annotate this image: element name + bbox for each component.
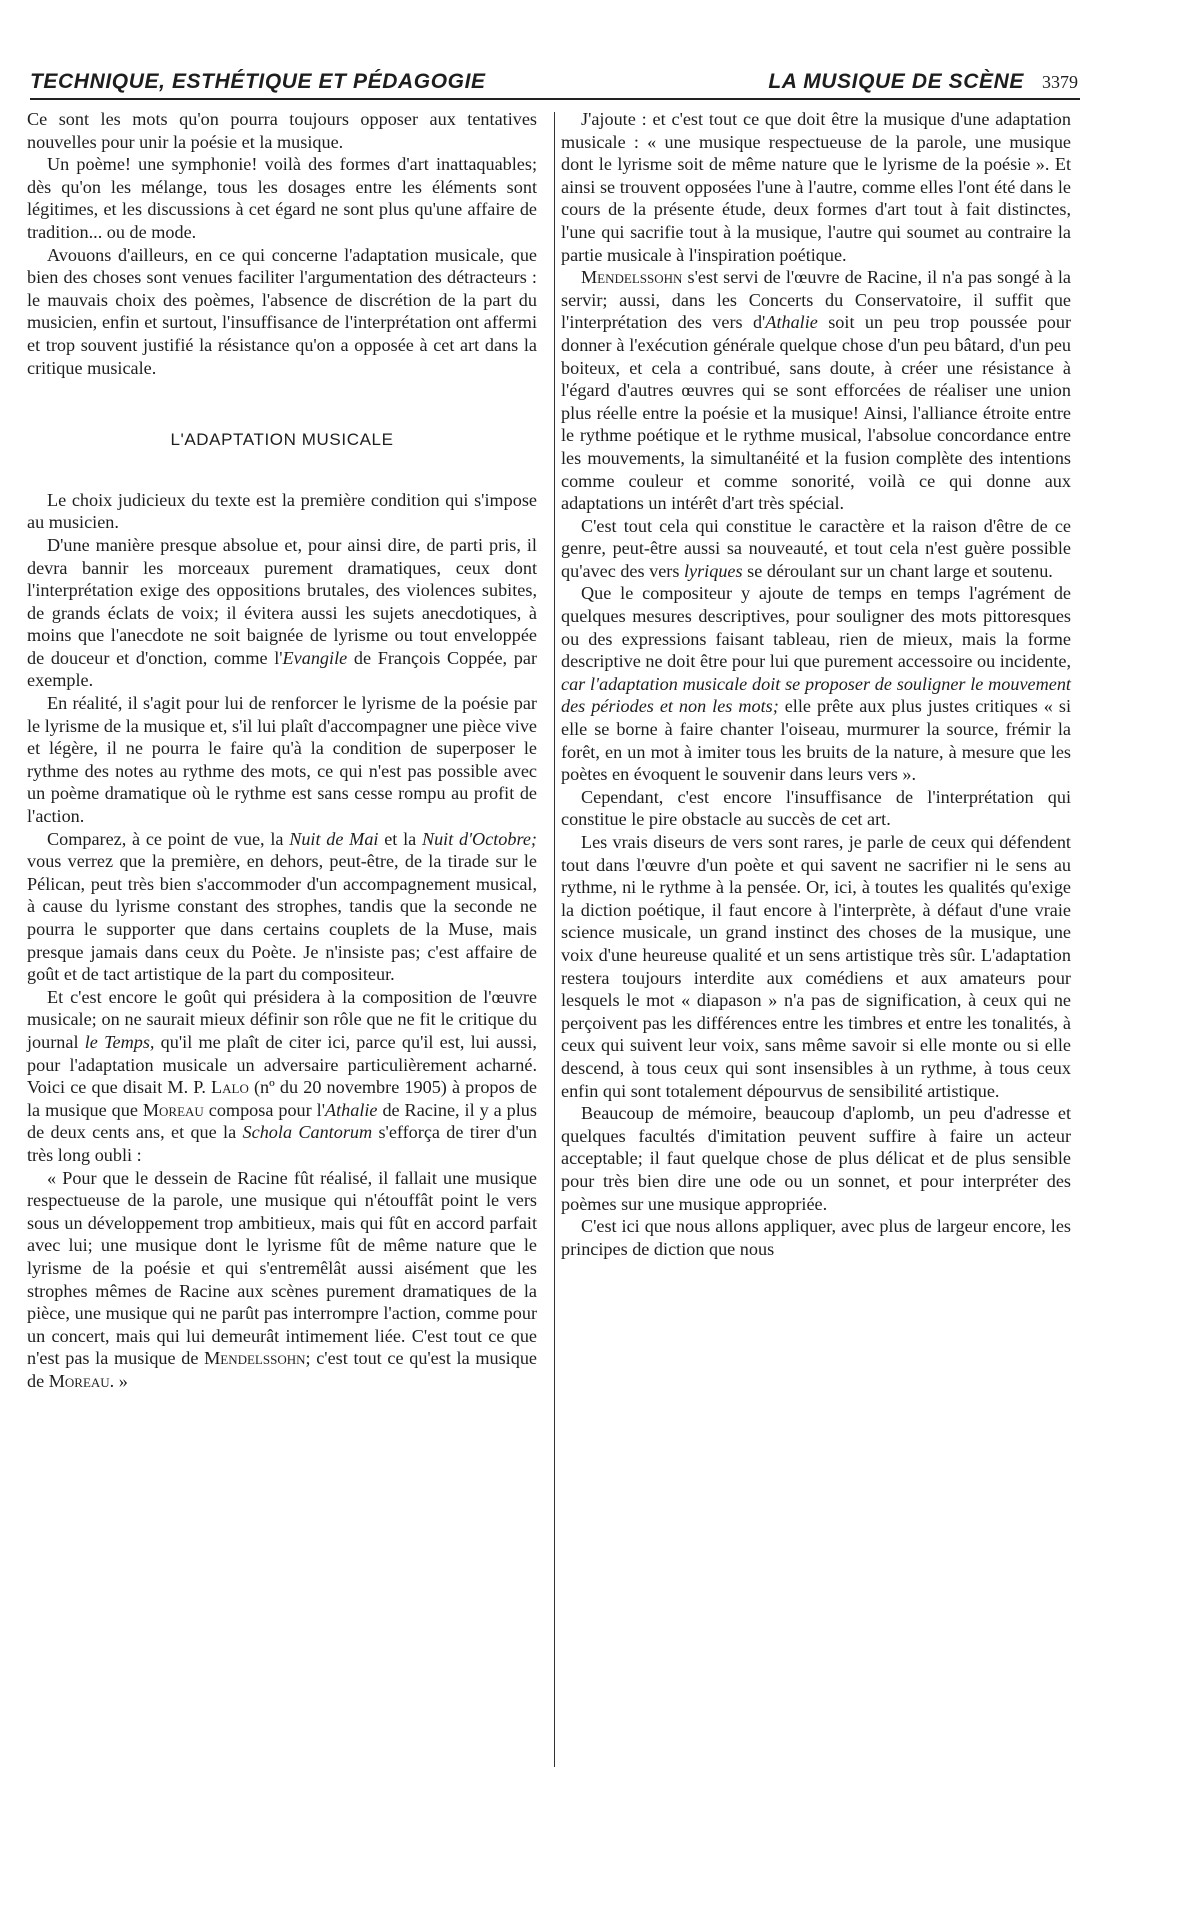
paragraph: Et c'est encore le goût qui présidera à la composition de l'œuvre musicale; on ne saurait mieux définir son rôle que ne fit le critique du journal le Temps, qu'il me plaît de citer ici, parce qu'il est, lui aussi, pour l'adaptation musicale un adversaire particulièrement acharné. Voici ce que disait M. P. Lalo (nº du 20 novembre 1905) à propos de la musique que Moreau composa pour l'Athalie de Racine, il y a plus de deux cents ans, et que la Schola Cantorum s'efforça de tirer d'un très long oubli : [27,986,537,1165]
left-column [27,108,537,1392]
paragraph: Mendelssohn s'est servi de l'œuvre de Racine, il n'a pas songé à la servir; aussi, dans les Concerts du Conservatoire, il suffit que l'interprétation des vers d'Athalie soit un peu trop poussée pour donner à l'exécution générale quelque chose d'un peu bâtard, d'un peu boiteux, et cela a contribué, sans doute, à créer une résistance à l'égard d'autres œuvres qui se sont efforcées de réaliser une union plus réelle entre la poésie et la musique! Ainsi, l'alliance étroite entre le rythme poétique et le rythme musical, l'absolue concordance entre les mouvements, la simultanéité et la fusion complète des intentions comme couleur et comme sonorité, voilà ce qui donne aux adaptations un intérêt d'art très spécial. [561,267,1071,514]
section-title: L'ADAPTATION MUSICALE [170,430,394,450]
header-section-title: TECHNIQUE, ESTHÉTIQUE ET PÉDAGOGIE [30,70,486,93]
paragraph: J'ajoute : et c'est tout ce que doit être la musique d'une adaptation musicale : « une musique respectueuse de la parole, une musique dont le lyrisme soit de même nature que le lyrisme de la poésie ». Et ainsi se trouvent opposées l'une à l'autre, comme elles l'ont été dans le cours de la présente étude, deux formes d'art tout à fait distinctes, l'une qui sacrifie tout à la musique, l'autre qui soumet au contraire la partie musicale à l'inspiration poétique. [561,109,1071,265]
paragraph: Le choix judicieux du texte est la première condition qui s'impose au musicien. [27,489,537,533]
column-divider [554,112,555,1767]
paragraph: D'une manière presque absolue et, pour ainsi dire, de parti pris, il devra bannir les morceaux purement dramatiques, ceux dont l'interprétation exige des oppositions brutales, des violences subites, de grands éclats de voix; il évitera aussi les sujets anecdotiques, à moins que l'anecdote ne soit baignée de lyrisme ou tout enveloppée de douceur et d'onction, comme l'Evangile de François Coppée, par exemple. [27,534,537,691]
header-chapter-label: LA MUSIQUE DE SCÈNE [768,70,1024,93]
paragraph: Un poème! une symphonie! voilà des formes d'art inattaquables; dès qu'on les mélange, tous les dosages entre les éléments sont légitimes, et les discussions à cet égard ne sont plus qu'une affaire de tradition... ou de mode. [27,154,537,242]
header-rule [30,98,1080,100]
paragraph: Avouons d'ailleurs, en ce qui concerne l'adaptation musicale, que bien des choses sont venues faciliter l'argumentation des détracteurs : le mauvais choix des poèmes, l'absence de discrétion de la part du musicien, enfin et surtout, l'insuffisance de l'interprétation ont affermi et trop souvent justifié la résistance qu'on a opposée à cet art dans la critique musicale. [27,244,537,378]
paragraph: Comparez, à ce point de vue, la Nuit de Mai et la Nuit d'Octobre; vous verrez que la première, en dehors, peut-être, de la tirade sur le Pélican, peut très bien s'accommoder d'un accompagnement musical, à cause du lyrisme constant des strophes, tandis que la seconde ne pourra le supporter que dans certains couplets de la Muse, mais presque jamais dans ceux du Poète. Je n'insiste pas; c'est affaire de goût et de tact artistique de la part du compositeur. [27,828,537,985]
paragraph: Ce sont les mots qu'on pourra toujours opposer aux tentatives nouvelles pour unir la poésie et la musique. [27,109,537,152]
paragraph: Beaucoup de mémoire, beaucoup d'aplomb, un peu d'adresse et quelques facultés d'imitation peuvent suffire à faire un acteur acceptable; il faut quelque chose de plus délicat et de plus sensible pour très bien dire une ode ou un sonnet, et pour interpréter des poèmes sur une musique appropriée. [561,1103,1071,1214]
paragraph: Que le compositeur y ajoute de temps en temps l'agrément de quelques mesures descriptives, pour souligner des mots pittoresques ou des expressions faisant tableau, rien de mieux, mais la forme descriptive ne doit être pour lui que purement accessoire ou incidente, car l'adaptation musicale doit se proposer de souligner le mouvement des périodes et non les mots; elle prête aux plus justes critiques « si elle se borne à faire chanter l'oiseau, murmurer la source, frémir la forêt, en un mot à imiter tous les bruits de la nature, à mesure que les poètes en évoquent le souvenir dans leurs vers ». [561,583,1071,785]
paragraph: Les vrais diseurs de vers sont rares, je parle de ceux qui défendent tout dans l'œuvre d'un poète et qui savent ne sacrifier ni le sens au rythme, ni le rythme à la pensée. Or, ici, à toutes les qualités qu'exige la diction poétique, il faut encore à l'interprète, à défaut d'une vraie science musicale, un grand instinct des choses de la musique, une voix d'une heureuse qualité et un sens artistique très sûr. L'adaptation restera toujours interdite aux comédiens et aux amateurs pour lesquels le mot « diapason » n'a pas de signification, à ceux qui ne perçoivent pas les différences entre les timbres et entre les tonalités, à ceux qui suivent leur voix, sans même savoir si elle monte ou si elle descend, à tous ceux qui sont insensibles à un rythme, à tous ceux enfin qui sont totalement dépourvus de sensibilité artistique. [561,832,1071,1101]
quotation-paragraph: « Pour que le dessein de Racine fût réalisé, il fallait une musique respectueuse de la parole, une musique qui n'étouffât point le vers sous un développement trop ambitieux, mais qui fût en accord parfait avec lui; une musique dont le lyrisme fût de même nature que le lyrisme de la poésie et qui s'entremêlât aussi aisément que les strophes mêmes de Racine aux scènes purement dramatiques de la pièce, une musique qui ne parût pas interrompre l'action, comme pour un concert, mais qui lui demeurât intimement liée. C'est tout ce que n'est pas la musique de Mendelssohn; c'est tout ce qu'est la musique de Moreau. » [27,1167,537,1391]
paragraph: En réalité, il s'agit pour lui de renforcer le lyrisme de la poésie par le lyrisme de la musique et, s'il lui plaît d'accompagner une pièce vive et légère, il ne pourra le faire qu'à la condition de superposer le rythme des notes au rythme des mots, ce qui n'est pas possible avec un poème dramatique où le rythme est sans cesse rompu au profit de l'action. [27,693,537,827]
header-chapter-title [768,70,1078,94]
paragraph: C'est ici que nous allons appliquer, avec plus de largeur encore, les principes de diction que nous [561,1216,1071,1259]
right-column [561,108,1071,1260]
paragraph: C'est tout cela qui constitue le caractère et la raison d'être de ce genre, peut-être aussi sa nouveauté, et tout cela n'est guère possible qu'avec des vers lyriques se déroulant sur un chant large et soutenu. [561,515,1071,581]
page-number: 3379 [1042,72,1078,92]
paragraph: Cependant, c'est encore l'insuffisance de l'interprétation qui constitue le pire obstacle au succès de cet art. [561,786,1071,830]
